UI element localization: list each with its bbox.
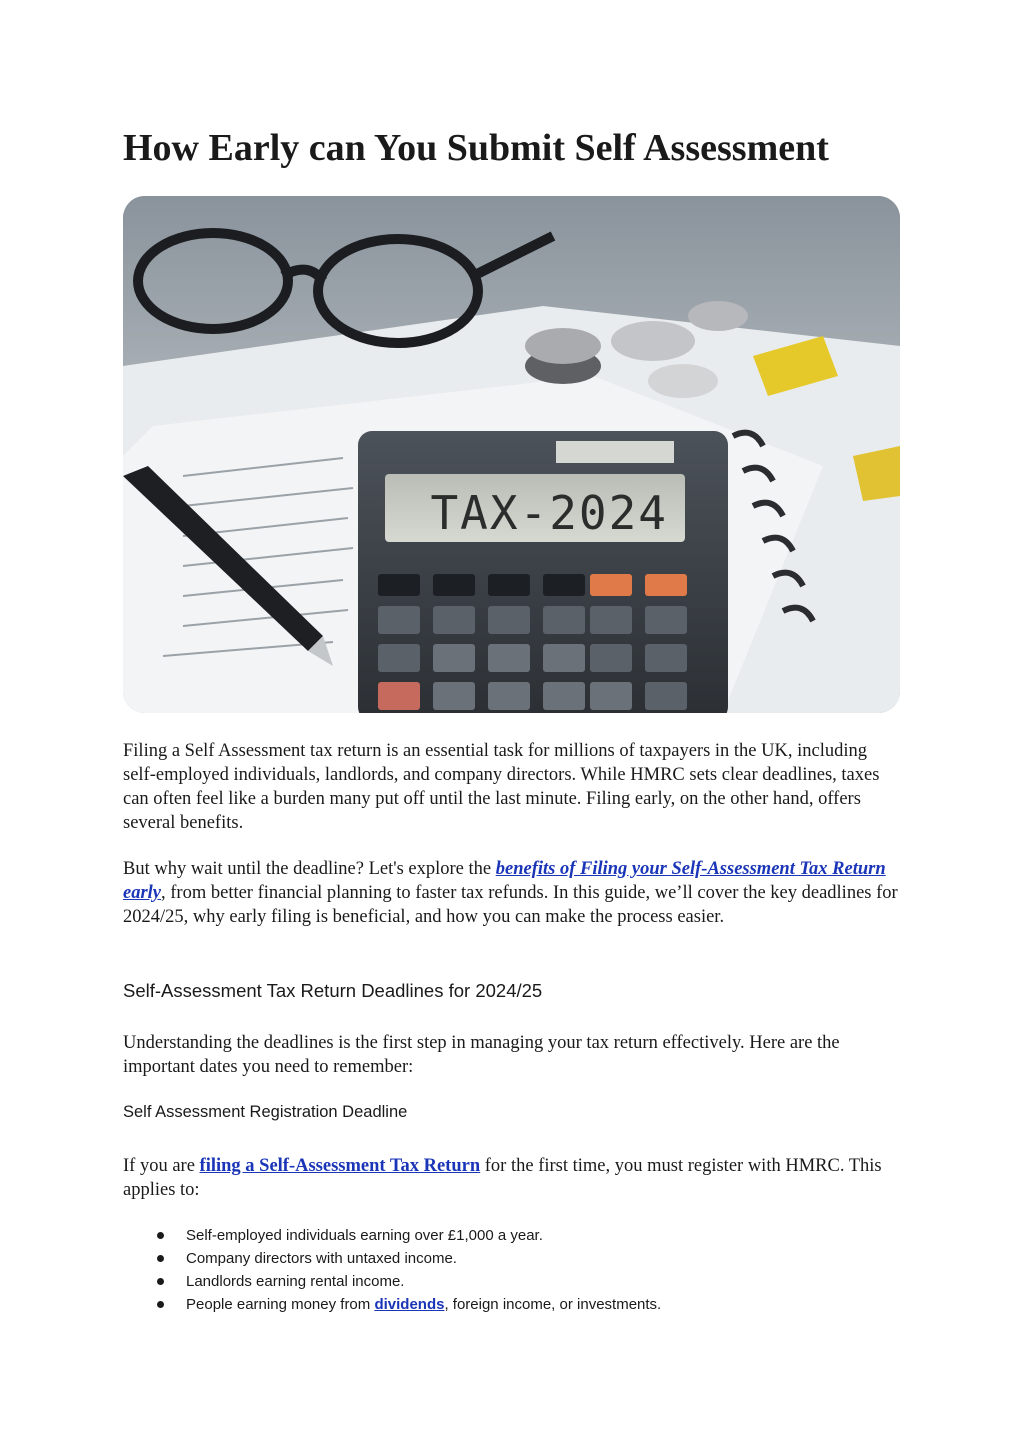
benefits-link[interactable]: benefits of Filing your Self-Assessment Tax Return early [123,859,886,903]
filing-return-link[interactable]: filing a Self-Assessment Tax Return [199,1156,481,1176]
hero-image [123,196,900,713]
bullet-icon [157,1232,164,1239]
deadlines-heading: Self-Assessment Tax Return Deadlines for 2024/25 [123,980,543,1001]
list-item [123,1247,661,1270]
intro-paragraph: Filing a Self Assessment tax return is an essential task for millions of taxpayers in the UK, including self-employed individuals, landlords, and company directors. While HMRC sets clear deadlines, taxes can often feel like a burden many put off until the last minute. Filing early, on the other hand, offers several benefits. [123,741,880,833]
bullet-icon [157,1301,164,1308]
list-item-text-after: , foreign income, or investments. [444,1296,662,1313]
list-item [123,1270,661,1293]
list-item-text: Self-employed individuals earning over £1,000 a year. [186,1227,543,1244]
bullet-icon [157,1278,164,1285]
list-item [123,1293,661,1316]
benefits-paragraph-text-after: , from better financial planning to faster tax refunds. In this guide, we’ll cover the key deadlines for 2024/25, why early filing is beneficial, and how you can make the process easier. [123,883,898,927]
calculator-display-text: TAX-2024 [430,486,668,540]
benefits-paragraph [123,857,903,929]
bullet-icon [157,1255,164,1262]
deadlines-paragraph: Understanding the deadlines is the first step in managing your tax return effectively. Here are the important dates you need to remember: [123,1033,840,1077]
registration-paragraph-text-before: If you are [123,1156,200,1176]
eligibility-list [123,1224,661,1316]
list-item-text-before: People earning money from [186,1296,375,1313]
list-item [123,1224,661,1247]
page-title: How Early can You Submit Self Assessment [123,127,829,169]
registration-heading: Self Assessment Registration Deadline [123,1103,408,1121]
dividends-link[interactable]: dividends [374,1296,445,1313]
list-item-text: Landlords earning rental income. [186,1273,405,1290]
list-item-text: Company directors with untaxed income. [186,1250,457,1267]
registration-paragraph-text-after: for the first time, you must register with HMRC. This applies to: [123,1156,882,1200]
benefits-paragraph-text-before: But why wait until the deadline? Let's explore the [123,859,496,879]
registration-paragraph [123,1154,903,1202]
